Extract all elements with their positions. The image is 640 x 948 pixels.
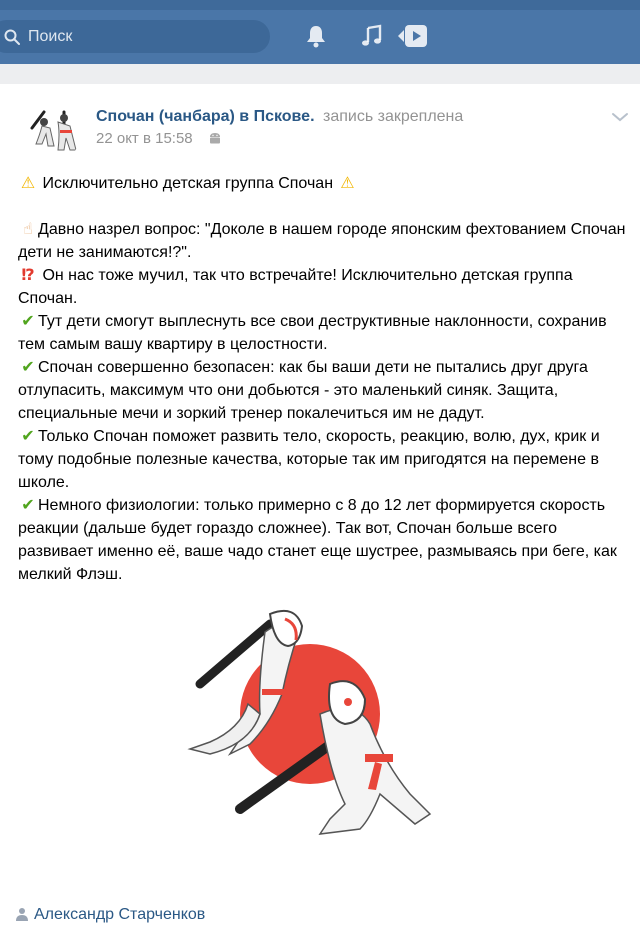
warning-icon: ⚠: [20, 175, 36, 192]
post-image[interactable]: [170, 604, 460, 854]
pinned-label: запись закреплена: [323, 108, 464, 125]
exclamation-question-icon: ⁉: [21, 267, 35, 284]
post-text: [18, 172, 634, 586]
bell-icon[interactable]: [304, 24, 328, 53]
check-mark-icon: ✔: [21, 359, 35, 376]
top-bar: [0, 0, 640, 64]
post-paragraph: ⚠ Исключительно детская группа Спочан ⚠: [18, 172, 634, 195]
check-mark-icon: ✔: [21, 313, 35, 330]
search-input[interactable]: [0, 20, 270, 53]
search-placeholder: Поиск: [28, 28, 73, 45]
post-date[interactable]: 22 окт в 15:58: [96, 130, 193, 147]
post-paragraph: ⁉ Он нас тоже мучил, так что встречайте! Исключительно детская группа Спочан.: [18, 264, 634, 310]
group-name-link[interactable]: Спочан (чанбара) в Пскове.: [96, 108, 315, 125]
status-strip: [0, 0, 640, 10]
warning-icon: ⚠: [340, 175, 355, 192]
pointing-finger-icon: ☝: [23, 221, 33, 238]
group-avatar[interactable]: [20, 100, 82, 162]
check-mark-icon: ✔: [21, 497, 35, 514]
search-icon: [4, 29, 20, 50]
person-icon: [16, 907, 28, 926]
post-paragraph: ✔ Только Спочан поможет развить тело, скорость, реакцию, волю, дух, крик и тому подобные полезные качества, которые так им пригодятся на перемене в школе.: [18, 425, 634, 494]
android-icon: [208, 131, 222, 150]
video-icon[interactable]: [396, 24, 428, 53]
post-paragraph: ✔ Немного физиологии: только примерно с 8 до 12 лет формируется скорость реакции (дальше будет гораздо сложнее). Так вот, Спочан больше всего развивает именно её, ваше чадо станет еще шустрее, размываясь при беге, как мелкий Флэш.: [18, 494, 634, 586]
author-name[interactable]: Александр Старченков: [34, 906, 206, 923]
post-paragraph: ✔ Тут дети смогут выплеснуть все свои деструктивные наклонности, сохранив тем самым вашу квартиру в целостности.: [18, 310, 634, 356]
music-icon[interactable]: [360, 24, 384, 53]
post-card: [0, 84, 640, 948]
chevron-down-icon[interactable]: [611, 110, 629, 128]
check-mark-icon: ✔: [21, 428, 35, 445]
post-paragraph: ☝ Давно назрел вопрос: "Доколе в нашем городе японским фехтованием Спочан дети не занимаются!?".: [18, 218, 634, 264]
post-paragraph: ✔ Спочан совершенно безопасен: как бы ваши дети не пытались друг друга отлупасить, максимум что они добьются - это маленький синяк. Защита, специальные мечи и зоркий тренер покалечиться им не дадут.: [18, 356, 634, 425]
post-author[interactable]: [16, 906, 205, 926]
